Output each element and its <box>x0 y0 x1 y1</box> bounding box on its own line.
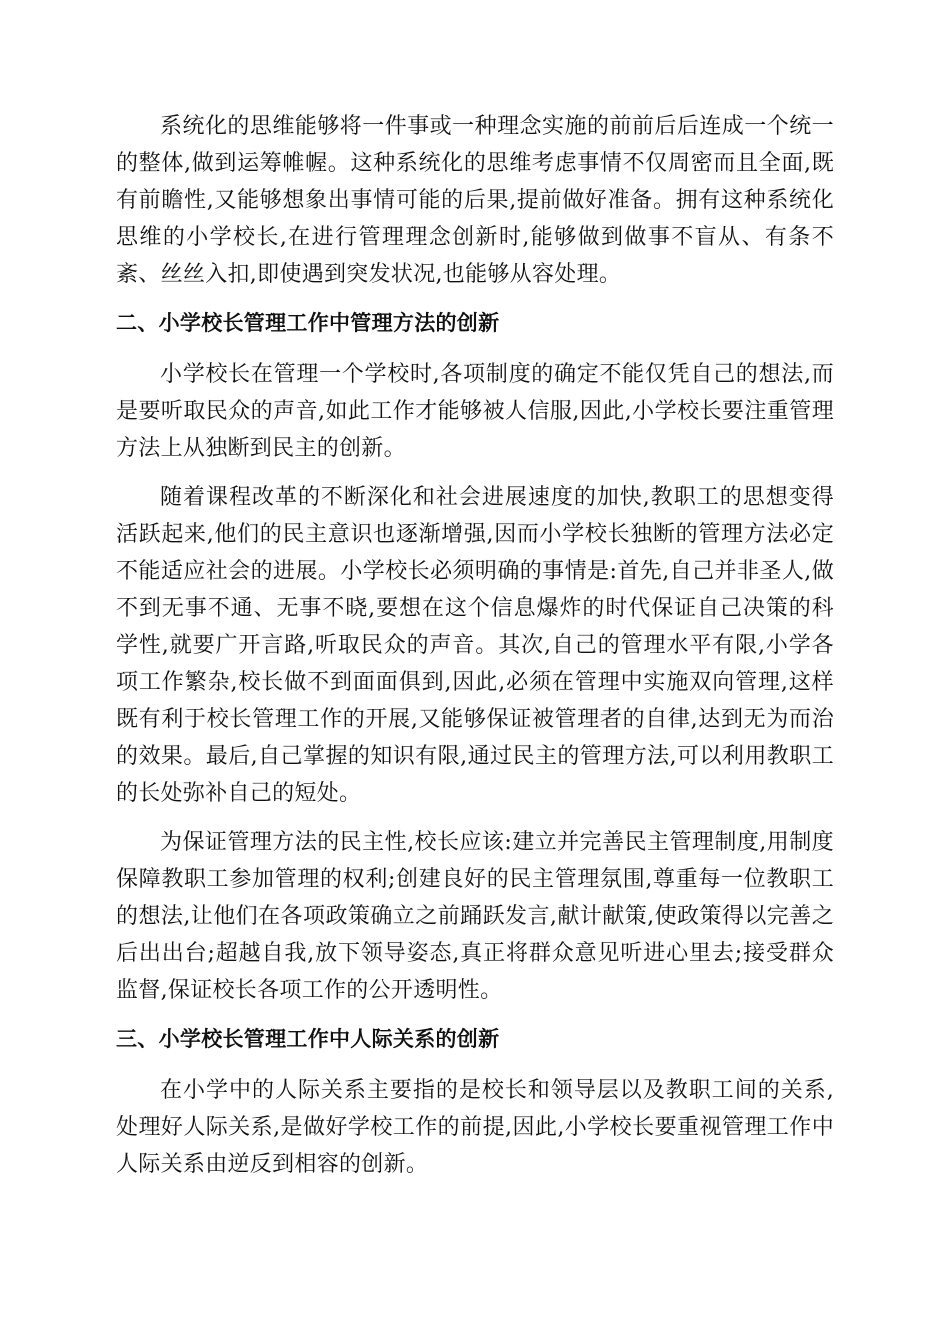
section-heading-2: 二、小学校长管理工作中管理方法的创新 <box>116 311 500 335</box>
paragraph-systematic-thinking: 系统化的思维能够将一件事或一种理念实施的前前后后连成一个统一的整体,做到运筹帷幄。这种系统化的思维考虑事情不仅周密而且全面,既有前瞻性,又能够想象出事情可能的后果,提前做好准备。拥有这种系统化思维的小学校长,在进行管理理念创新时,能够做到做事不盲从、有条不紊、丝丝入扣,即使遇到突发状况,也能够从容处理。 <box>116 114 834 287</box>
document-page <box>116 108 834 1195</box>
paragraph-democratic-measures: 为保证管理方法的民主性,校长应该:建立并完善民主管理制度,用制度保障教职工参加管理的权利;创建良好的民主管理氛围,尊重每一位教职工的想法,让他们在各项政策确立之前踊跃发言,献计献策,使政策得以完善之后出出台;超越自我,放下领导姿态,真正将群众意见听进心里去;接受群众监督,保证校长各项工作的公开透明性。 <box>116 830 834 1003</box>
paragraph-management-method-intro: 小学校长在管理一个学校时,各项制度的确定不能仅凭自己的想法,而是要听取民众的声音,如此工作才能够被人信服,因此,小学校长要注重管理方法上从独断到民主的创新。 <box>116 362 834 461</box>
paragraph-curriculum-reform: 随着课程改革的不断深化和社会进展速度的加快,教职工的思想变得活跃起来,他们的民主意识也逐渐增强,因而小学校长独断的管理方法必定不能适应社会的进展。小学校长必须明确的事情是:首先,自己并非圣人,做不到无事不通、无事不晓,要想在这个信息爆炸的时代保证自己决策的科学性,就要广开言路,听取民众的声音。其次,自己的管理水平有限,小学各项工作繁杂,校长做不到面面俱到,因此,必须在管理中实施双向管理,这样既有利于校长管理工作的开展,又能够保证被管理者的自律,达到无为而治的效果。最后,自己掌握的知识有限,通过民主的管理方法,可以利用教职工的长处弥补自己的短处。 <box>116 485 834 806</box>
paragraph-interpersonal-relations: 在小学中的人际关系主要指的是校长和领导层以及教职工间的关系,处理好人际关系,是做好学校工作的前提,因此,小学校长要重视管理工作中人际关系由逆反到相容的创新。 <box>116 1078 834 1177</box>
section-heading-3: 三、小学校长管理工作中人际关系的创新 <box>116 1027 500 1051</box>
